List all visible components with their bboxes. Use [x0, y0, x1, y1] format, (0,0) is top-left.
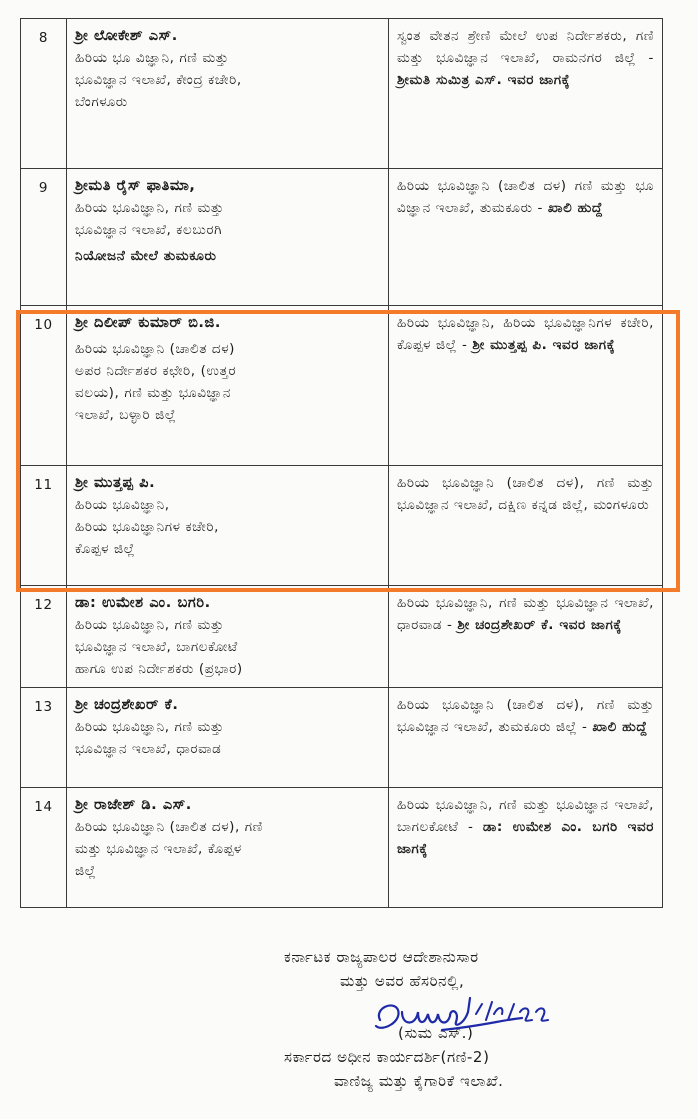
row-number: 14 — [21, 788, 67, 908]
current-post-line: ಭೂವಿಜ್ಞಾನ ಇಲಾಖೆ, ಧಾರವಾಡ — [75, 741, 222, 757]
current-post-line: ಜಿಲ್ಲೆ — [75, 863, 97, 879]
row-number: 12 — [21, 586, 67, 688]
posted-to-cell — [389, 688, 663, 788]
table-row — [21, 586, 663, 688]
row-number: 8 — [21, 19, 67, 169]
vacancy-reference: ಖಾಲಿ ಹುದ್ದೆ — [547, 200, 603, 216]
current-post-line: ಇಲಾಖೆ, ಬಳ್ಳಾರಿ ಜಿಲ್ಲೆ — [75, 407, 177, 423]
table-row — [21, 688, 663, 788]
officer-name: ಶ್ರೀಮತಿ ರೈಸ್ ಫಾತಿಮಾ, — [75, 178, 196, 194]
current-post-line: ಅಪರ ನಿರ್ದೇಶಕರ ಕಛೇರಿ, (ಉತ್ತರ — [75, 363, 237, 379]
current-post-line: ವಲಯ), ಗಣಿ ಮತ್ತು ಭೂವಿಜ್ಞಾನ — [75, 385, 231, 401]
vacancy-reference: ಶ್ರೀ ಚಂದ್ರಶೇಖರ್ ಕೆ. ಇವರ ಜಾಗಕ್ಕೆ — [457, 617, 622, 633]
current-post-cell — [67, 19, 389, 169]
officer-name: ಶ್ರೀ ಲೋಕೇಶ್ ಎಸ್. — [75, 28, 178, 44]
row-number: 11 — [21, 466, 67, 586]
officer-name: ಡಾ: ಉಮೇಶ ಎಂ. ಬಗರಿ. — [75, 595, 211, 611]
posted-to-text: ಹಿರಿಯ ಭೂವಿಜ್ಞಾನಿ, ಹಿರಿಯ ಭೂವಿಜ್ಞಾನಿಗಳ ಕಚೇರಿ, ಕೊಪ್ಪಳ ಜಿಲ್ಲೆ - — [397, 315, 654, 353]
row-number: 10 — [21, 306, 67, 466]
current-post-line: ಕೊಪ್ಪಳ ಜಿಲ್ಲೆ — [75, 541, 136, 557]
table-row — [21, 19, 663, 169]
posted-to-cell — [389, 19, 663, 169]
posted-to-text: ಸ್ವಂತ ವೇತನ ಶ್ರೇಣಿ ಮೇಲೆ ಉಪ ನಿರ್ದೇಶಕರು, ಗಣಿ ಮತ್ತು ಭೂವಿಜ್ಞಾನ ಇಲಾಖೆ, ರಾಮನಗರ ಜಿಲ್ಲೆ - — [397, 28, 654, 66]
posted-to-text: ಹಿರಿಯ ಭೂವಿಜ್ಞಾನಿ (ಚಾಲಿತ ದಳ), ಗಣಿ ಮತ್ತು ಭೂವಿಜ್ಞಾನ ಇಲಾಖೆ, ತುಮಕೂರು ಜಿಲ್ಲೆ - — [397, 697, 654, 735]
posted-to-cell — [389, 788, 663, 908]
table-row — [21, 169, 663, 306]
row-number: 9 — [21, 169, 67, 306]
signer-designation: ಸರ್ಕಾರದ ಅಧೀನ ಕಾರ್ಯದರ್ಶಿ(ಗಣಿ-2) — [284, 1048, 490, 1066]
authority-line-2: ಮತ್ತು ಅವರ ಹೆಸರಿನಲ್ಲಿ, — [340, 972, 465, 990]
current-post-cell — [67, 788, 389, 908]
posted-to-cell — [389, 586, 663, 688]
current-post-line: ಹಿರಿಯ ಭೂವಿಜ್ಞಾನಿ, ಗಣಿ ಮತ್ತು — [75, 719, 225, 735]
signer-name: (ಸುಮ ಎಸ್.) — [398, 1024, 474, 1042]
posted-to-cell — [389, 169, 663, 306]
vacancy-reference: ಶ್ರೀಮತಿ ಸುಮಿತ್ರ ಎಸ್. ಇವರ ಜಾಗಕ್ಕೆ — [397, 72, 571, 88]
row-number: 13 — [21, 688, 67, 788]
vacancy-reference: ಶ್ರೀ ಮುತ್ತಪ್ಪ ಪಿ. ಇವರ ಜಾಗಕ್ಕೆ — [472, 337, 616, 353]
current-post-line: ಬೆಂಗಳೂರು — [75, 94, 128, 110]
posted-to-text: ಹಿರಿಯ ಭೂವಿಜ್ಞಾನಿ, ಗಣಿ ಮತ್ತು ಭೂವಿಜ್ಞಾನ ಇಲಾಖೆ, ಬಾಗಲಕೋಟೆ - — [397, 797, 654, 835]
current-post-line: ಭೂವಿಜ್ಞಾನ ಇಲಾಖೆ, ಕಲಬುರಗಿ — [75, 222, 223, 238]
posted-to-text: ಹಿರಿಯ ಭೂವಿಜ್ಞಾನಿ (ಚಾಲಿತ ದಳ) ಗಣಿ ಮತ್ತು ಭೂ ವಿಜ್ಞಾನ ಇಲಾಖೆ, ತುಮಕೂರು - — [397, 178, 654, 216]
current-post-cell — [67, 169, 389, 306]
officer-name: ಶ್ರೀ ಮುತ್ತಪ್ಪ ಪಿ. — [75, 475, 156, 491]
current-post-line: ಹಾಗೂ ಉಪ ನಿರ್ದೇಶಕರು (ಪ್ರಭಾರ) — [75, 661, 243, 677]
current-post-line: ಹಿರಿಯ ಭೂವಿಜ್ಞಾನಿಗಳ ಕಚೇರಿ, — [75, 519, 219, 535]
current-post-line: ಹಿರಿಯ ಭೂ ವಿಜ್ಞಾನಿ, ಗಣಿ ಮತ್ತು — [75, 50, 229, 66]
current-post-line: ಭೂವಿಜ್ಞಾನ ಇಲಾಖೆ, ಬಾಗಲಕೋಟೆ — [75, 639, 238, 655]
officer-name: ಶ್ರೀ ದಿಲೀಪ್ ಕುಮಾರ್ ಬಿ.ಜಿ. — [75, 315, 221, 331]
current-post-line: ಭೂವಿಜ್ಞಾನ ಇಲಾಖೆ, ಕೇಂದ್ರ ಕಚೇರಿ, — [75, 72, 242, 88]
current-post-line: ಹಿರಿಯ ಭೂವಿಜ್ಞಾನಿ, — [75, 497, 170, 513]
current-post-cell — [67, 688, 389, 788]
highlight-box — [16, 310, 680, 592]
officer-name: ಶ್ರೀ ರಾಜೇಶ್ ಡಿ. ಎಸ್. — [75, 797, 192, 813]
table-row — [21, 788, 663, 908]
current-post-line: ಹಿರಿಯ ಭೂವಿಜ್ಞಾನಿ (ಚಾಲಿತ ದಳ) — [75, 341, 236, 357]
officer-name: ಶ್ರೀ ಚಂದ್ರಶೇಖರ್ ಕೆ. — [75, 697, 179, 713]
posted-to-text: ಹಿರಿಯ ಭೂವಿಜ್ಞಾನಿ (ಚಾಲಿತ ದಳ), ಗಣಿ ಮತ್ತು ಭೂವಿಜ್ಞಾನ ಇಲಾಖೆ, ದಕ್ಷಿಣ ಕನ್ನಡ ಜಿಲ್ಲೆ, ಮಂಗಳೂರು — [397, 475, 654, 513]
authority-line: ಕರ್ನಾಟಕ ರಾಜ್ಯಪಾಲರ ಆದೇಶಾನುಸಾರ — [284, 948, 479, 966]
posted-to-text: ಹಿರಿಯ ಭೂವಿಜ್ಞಾನಿ, ಗಣಿ ಮತ್ತು ಭೂವಿಜ್ಞಾನ ಇಲಾಖೆ, ಧಾರವಾಡ - — [397, 595, 654, 633]
vacancy-reference: ಖಾಲಿ ಹುದ್ದೆ — [592, 719, 648, 735]
current-post-line: ಮತ್ತು ಭೂವಿಜ್ಞಾನ ಇಲಾಖೆ, ಕೊಪ್ಪಳ — [75, 841, 242, 857]
current-post-cell — [67, 586, 389, 688]
current-post-line: ಹಿರಿಯ ಭೂವಿಜ್ಞಾನಿ (ಚಾಲಿತ ದಳ), ಗಣಿ — [75, 819, 263, 835]
vacancy-reference: ಡಾ: ಉಮೇಶ ಎಂ. ಬಗರಿ ಇವರ ಜಾಗಕ್ಕೆ — [397, 819, 654, 857]
current-post-line: ಹಿರಿಯ ಭೂವಿಜ್ಞಾನಿ, ಗಣಿ ಮತ್ತು — [75, 200, 225, 216]
deputation-note: ನಿಯೋಜನೆ ಮೇಲೆ ತುಮಕೂರು — [75, 248, 217, 264]
current-post-line: ಹಿರಿಯ ಭೂವಿಜ್ಞಾನಿ, ಗಣಿ ಮತ್ತು — [75, 617, 225, 633]
signer-department: ವಾಣಿಜ್ಯ ಮತ್ತು ಕೈಗಾರಿಕೆ ಇಲಾಖೆ. — [334, 1072, 504, 1090]
handwritten-signature — [372, 990, 582, 1040]
